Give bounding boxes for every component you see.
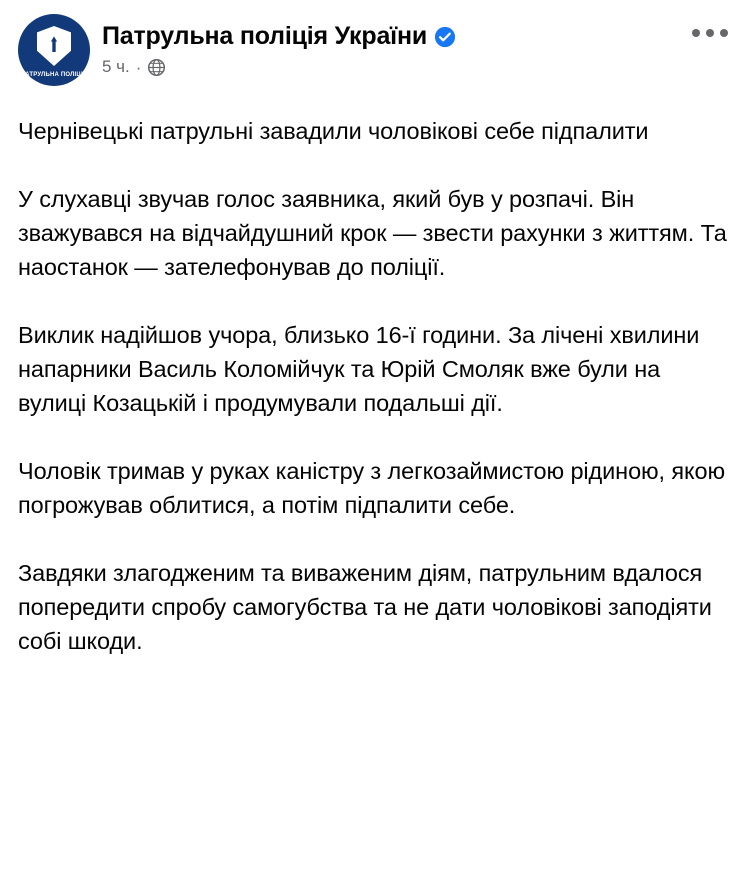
- post-header-text: [102, 14, 732, 77]
- post-timestamp[interactable]: 5 ч.: [102, 57, 130, 76]
- ellipsis-dot-1: [692, 29, 700, 37]
- post-paragraph: У слухавці звучав голос заявника, який був у розпачі. Він зважувався на відчайдушний крок — звести рахунки з життям. Та наостанок — зателефонував до поліції.: [18, 186, 727, 280]
- post-paragraph: Чернівецькі патрульні завадили чоловікові себе підпалити: [18, 118, 649, 144]
- ellipsis-dot-2: [706, 29, 714, 37]
- avatar-caption: ПАТРУЛЬНА ПОЛІЦІЯ: [20, 72, 88, 78]
- author-name[interactable]: Патрульна поліція України: [102, 22, 428, 50]
- avatar[interactable]: [18, 14, 90, 86]
- post-content: [18, 114, 732, 658]
- ellipsis-dot-3: [720, 29, 728, 37]
- author-row: [102, 22, 732, 51]
- verified-badge-icon: [434, 26, 456, 48]
- post-header: [18, 14, 732, 88]
- ellipsis-icon[interactable]: [690, 20, 730, 46]
- post-paragraph: Чоловік тримав у руках каністру з легкозаймистою рідиною, якою погрожував облитися, а потім підпалити себе.: [18, 458, 725, 518]
- post-paragraph: Виклик надійшов учора, близько 16-ї години. За лічені хвилини напарники Василь Коломійчук та Юрій Смоляк вже були на вулиці Козацькій і продумували подальші дії.: [18, 322, 700, 416]
- meta-separator: ·: [135, 57, 142, 77]
- police-badge-icon: [37, 26, 71, 66]
- post-meta: [102, 57, 732, 77]
- post-paragraph: Завдяки злагодженим та виваженим діям, патрульним вдалося попередити спробу самогубства та не дати чоловікові заподіяти собі шкоди.: [18, 560, 712, 654]
- globe-icon[interactable]: [147, 58, 166, 77]
